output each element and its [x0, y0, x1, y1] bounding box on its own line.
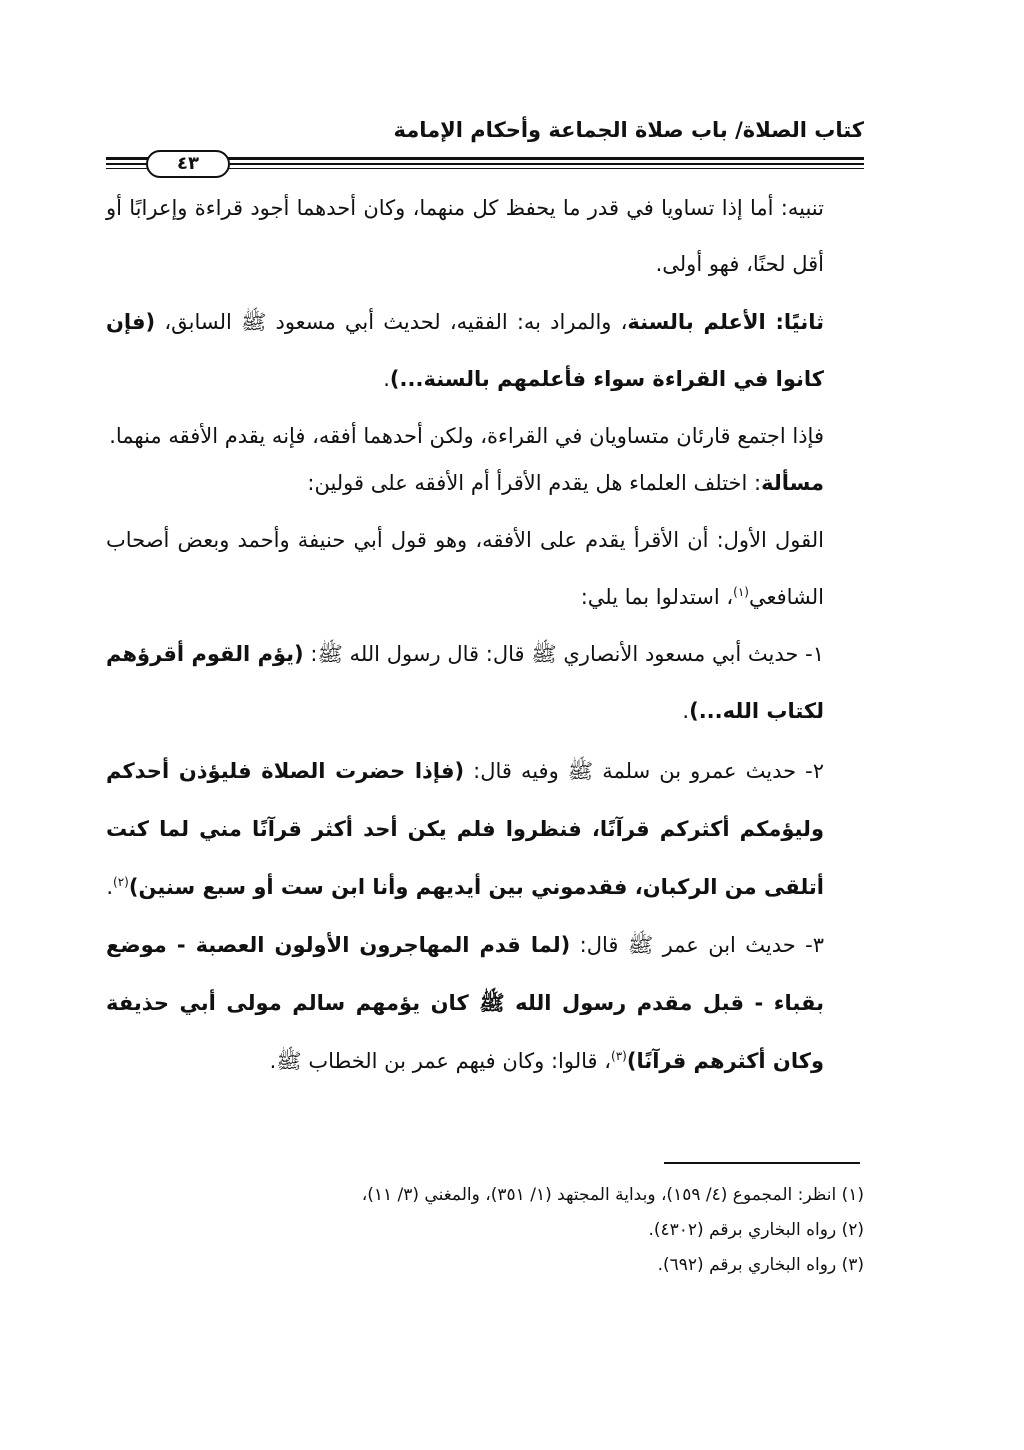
- footnote: (٢) رواه البخاري برقم (٤٣٠٢).: [648, 1220, 864, 1240]
- header-rule: [106, 150, 864, 176]
- paragraph-tanbih: [106, 180, 864, 292]
- footnote-ref: (٣): [611, 1049, 627, 1063]
- punctuation: .: [383, 367, 390, 391]
- paragraph-idha: [106, 414, 864, 458]
- running-head: كتاب الصلاة/ باب صلاة الجماعة وأحكام الإمامة: [393, 118, 864, 142]
- paragraph-text: ، والمراد به: الفقيه، لحديث أبي مسعود ﷺ السابق،: [155, 310, 628, 334]
- footnote-ref: (٢): [113, 875, 129, 889]
- page-body: [106, 180, 864, 1090]
- paragraph-text: : اختلف العلماء هل يقدم الأقرأ أم الأفقه على قولين:: [307, 471, 762, 495]
- paragraph-thaniyan: [106, 294, 864, 408]
- paragraph-label: مسألة: [761, 471, 824, 495]
- paragraph-text: ، استدلوا بما يلي:: [580, 585, 734, 609]
- paragraph-text: : أما إذا تساويا في قدر ما يحفظ كل منهما، وكان أحدهما أجود قراءة وإعرابًا أو أقل لحنًا، فهو أولى.: [106, 196, 824, 276]
- paragraph-text: فإذا اجتمع قارئان متساويان في القراءة، ولكن أحدهما أفقه، فإنه يقدم الأفقه منهما.: [109, 424, 824, 448]
- paragraph-text: ٢- حديث عمرو بن سلمة ﷺ وفيه قال:: [464, 759, 825, 783]
- paragraph-text: ١- حديث أبي مسعود الأنصاري ﷺ قال: قال رسول الله ﷺ:: [303, 642, 824, 666]
- paragraph-label: تنبيه: [787, 196, 824, 220]
- hadith-quote: (فإذا حضرت الصلاة فليؤذن أحدكم وليؤمكم أكثركم قرآنًا، فنظروا فلم يكن أحد أكثر قرآنًا مني لما كنت أتلقى من الركبان، فقدموني بين أيديهم وأنا ابن ست أو سبع سنين): [106, 759, 824, 899]
- page-number: ٤٣: [146, 150, 230, 178]
- paragraph-label: ثانيًا: الأعلم بالسنة: [627, 310, 824, 334]
- paragraph-hadith-2: [106, 742, 864, 916]
- paragraph-hadith-1: [106, 626, 864, 740]
- footnotes: [300, 1182, 864, 1287]
- footnote: (١) انظر: المجموع (٤/ ١٥٩)، وبداية المجتهد (١/ ٣٥١)، والمغني (٣/ ١١)،: [361, 1185, 864, 1205]
- hadith-quote: (لما قدم المهاجرون الأولون العصبة - موضع بقباء - قبل مقدم رسول الله ﷺ كان يؤمهم سالم مولى أبي حذيفة وكان أكثرهم قرآنًا): [106, 933, 824, 1073]
- hadith-quote: (فإن كانوا في القراءة سواء فأعلمهم بالسنة...): [106, 310, 824, 391]
- hadith-quote: (يؤم القوم أقرؤهم لكتاب الله...): [106, 642, 824, 723]
- footnote: (٣) رواه البخاري برقم (٦٩٢).: [657, 1255, 864, 1275]
- paragraph-first-opinion: [106, 512, 864, 626]
- punctuation: .: [682, 699, 690, 723]
- paragraph-masala: [106, 464, 864, 502]
- paragraph-text: ، قالوا: وكان فيهم عمر بن الخطاب ﷺ.: [269, 1049, 612, 1073]
- paragraph-hadith-3: [106, 916, 864, 1090]
- footnote-ref: (١): [733, 585, 749, 599]
- footnote-separator: [664, 1162, 860, 1164]
- paragraph-text: ٣- حديث ابن عمر ﷺ قال:: [570, 933, 824, 957]
- paragraph-text: القول الأول: أن الأقرأ يقدم على الأفقه، وهو قول أبي حنيفة وأحمد وبعض أصحاب الشافعي: [106, 528, 824, 609]
- punctuation: .: [106, 875, 114, 899]
